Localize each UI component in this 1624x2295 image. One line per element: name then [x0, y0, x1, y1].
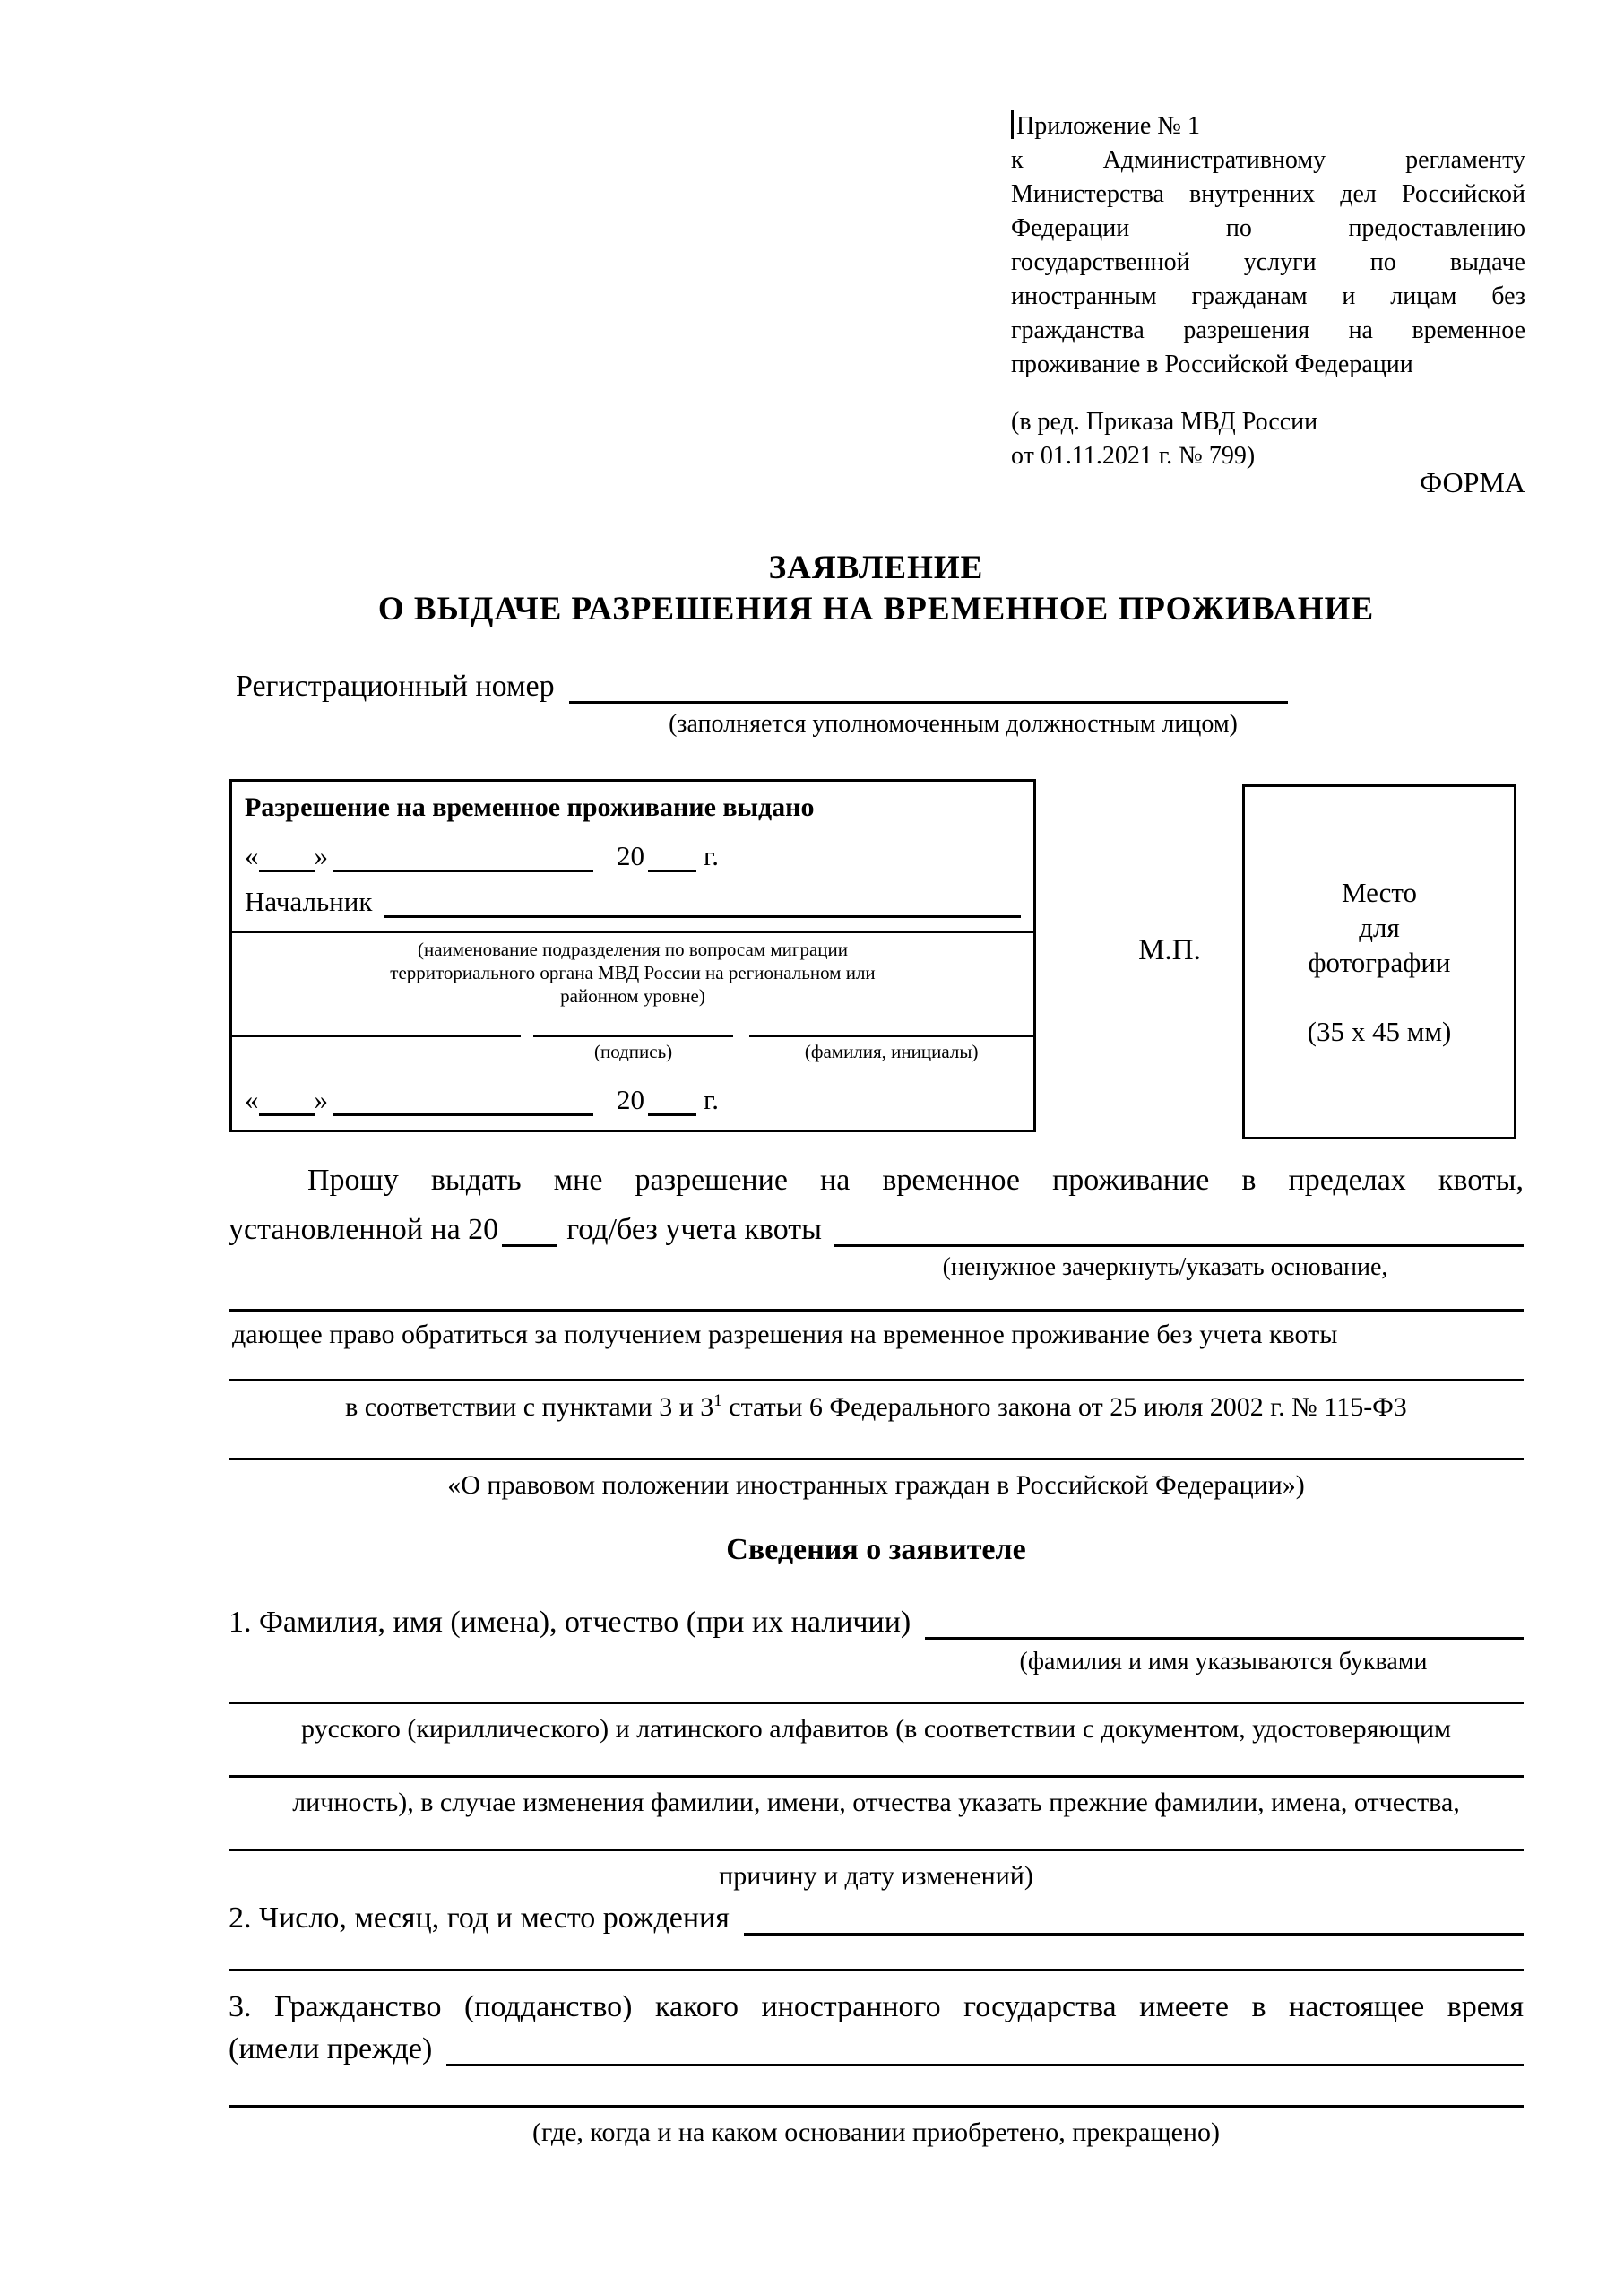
request-line2-text: установленной на 20 — [229, 1213, 499, 1246]
division-fill-line[interactable] — [232, 931, 1033, 933]
division-continuation-line[interactable] — [232, 1035, 521, 1063]
registration-number-label: Регистрационный номер — [236, 670, 555, 703]
item3-row — [229, 2028, 1524, 2066]
name-initials-hint: (фамилия, инициалы) — [804, 1041, 979, 1062]
issue-year-field[interactable] — [648, 834, 696, 872]
edition-note — [1011, 405, 1525, 473]
quote-close: » — [314, 1084, 328, 1115]
division-hint-line: (наименование подразделения по вопросам миграции — [417, 939, 849, 960]
division-hint-line: районном уровне) — [560, 985, 705, 1007]
permit-second-date-row — [245, 1078, 1021, 1116]
annex-line: к Административному регламенту — [1011, 146, 1525, 174]
item1-hint-line1: (фамилия и имя указываются буквами — [1019, 1648, 1428, 1676]
item3-label-line2: (имели прежде) — [229, 2032, 433, 2066]
registration-number-hint: (заполняется уполномоченным должностным лицом) — [669, 710, 1238, 738]
section-title-applicant: Сведения о заявителе — [726, 1533, 1026, 1566]
annex-line: Федерации по предоставлению — [1011, 214, 1525, 242]
law-reference — [229, 1391, 1524, 1423]
citizenship-field[interactable] — [446, 2028, 1524, 2066]
photo-box-line: Место — [1341, 877, 1418, 908]
fill-line[interactable] — [229, 1309, 1524, 1312]
annex-line-text: Приложение № 1 — [1016, 112, 1200, 140]
annex-line: иностранным гражданам и лицам без — [1011, 282, 1525, 310]
request-continuation: дающее право обратиться за получением разрешения на временное проживание без учета квоты — [232, 1320, 1338, 1349]
text-cursor — [1011, 110, 1014, 139]
fill-line[interactable] — [229, 1849, 1524, 1851]
edition-line: (в ред. Приказа МВД России — [1011, 408, 1318, 436]
item3-label-line1: 3. Гражданство (подданство) какого иностранного государства имеете в настоящее время — [229, 1990, 1524, 2023]
item1-hint-line3: личность), в случае изменения фамилии, имени, отчества указать прежние фамилии, имена, отчества, — [292, 1788, 1460, 1817]
chief-label: Начальник — [245, 886, 373, 917]
request-line2 — [229, 1208, 1524, 1247]
fill-line[interactable] — [229, 1775, 1524, 1778]
form-label: ФОРМА — [1419, 466, 1525, 498]
registration-number-row — [236, 665, 1288, 704]
quota-basis-field[interactable] — [834, 1208, 1524, 1247]
item1-hint-line2: русского (кириллического) и латинского алфавитов (в соответствии с документом, удостоверяющим — [301, 1714, 1451, 1744]
item3-hint: (где, когда и на каком основании приобретено, прекращено) — [532, 2117, 1220, 2147]
item2-label: 2. Число, месяц, год и место рождения — [229, 1901, 730, 1935]
quote-open: « — [245, 1084, 259, 1115]
signature-hint: (подпись) — [593, 1041, 673, 1062]
signature-field[interactable] — [533, 1035, 734, 1063]
fill-line[interactable] — [229, 2105, 1524, 2108]
full-name-field[interactable] — [925, 1601, 1524, 1640]
day-field[interactable] — [259, 1078, 315, 1116]
chief-division-field[interactable] — [384, 879, 1021, 918]
registration-number-field[interactable] — [569, 665, 1288, 704]
chief-row — [245, 879, 1021, 918]
item2-row — [229, 1897, 1524, 1936]
photo-size-note: (35 x 45 мм) — [1307, 1016, 1452, 1047]
annex-line — [1011, 109, 1525, 143]
signature-row — [232, 1035, 1033, 1063]
fill-line[interactable] — [229, 1969, 1524, 1971]
annex-line: государственной услуги по выдаче — [1011, 248, 1525, 276]
photo-box-line: для — [1359, 912, 1400, 943]
year-prefix: 20 — [617, 1084, 644, 1115]
fill-line[interactable] — [229, 1379, 1524, 1381]
permit-issued-box — [229, 779, 1036, 1132]
annex-line: гражданства разрешения на временное — [1011, 316, 1525, 344]
law-reference-pre: в соответствии с пунктами 3 и 3 — [345, 1392, 714, 1422]
name-initials-field[interactable] — [749, 1035, 1033, 1063]
item1-label: 1. Фамилия, имя (имена), отчество (при их наличии) — [229, 1606, 911, 1639]
item1-hint-line4: причину и дату изменений) — [719, 1861, 1033, 1891]
issue-month-field[interactable] — [333, 834, 593, 872]
quote-open: « — [245, 840, 259, 871]
document-title-line2: О ВЫДАЧЕ РАЗРЕШЕНИЯ НА ВРЕМЕННОЕ ПРОЖИВАНИЕ — [377, 591, 1375, 628]
annex-note — [1011, 109, 1525, 382]
division-hint-line: территориального органа МВД России на региональном или — [390, 962, 876, 983]
quote-close: » — [314, 840, 328, 871]
year-suffix: г. — [704, 1084, 719, 1115]
issue-year-prefix: 20 — [617, 840, 644, 871]
law-reference-post: статьи 6 Федерального закона от 25 июля 2002 г. № 115-ФЗ — [721, 1392, 1407, 1422]
request-line1: Прошу выдать мне разрешение на временное проживание в пределах квоты, — [307, 1164, 1524, 1197]
fill-line[interactable] — [229, 1458, 1524, 1460]
quota-year-field[interactable] — [502, 1208, 557, 1247]
annex-line: проживание в Российской Федерации — [1011, 351, 1413, 378]
document-title-line1: ЗАЯВЛЕНИЕ — [768, 550, 984, 586]
photo-box-line: фотографии — [1308, 947, 1451, 978]
photo-placeholder-box — [1242, 784, 1516, 1139]
year-field[interactable] — [648, 1078, 696, 1116]
permit-box-heading: Разрешение на временное проживание выдано — [245, 792, 815, 822]
issue-year-suffix: г. — [704, 840, 719, 871]
fill-line[interactable] — [229, 1702, 1524, 1704]
issue-day-field[interactable] — [259, 834, 315, 872]
division-hint — [245, 938, 1021, 1008]
quota-basis-hint: (ненужное зачеркнуть/указать основание, — [942, 1253, 1388, 1281]
request-line2-text2: год/без учета квоты — [566, 1213, 822, 1246]
annex-line: Министерства внутренних дел Российской — [1011, 180, 1525, 208]
law-reference-sup: 1 — [713, 1391, 722, 1410]
edition-line: от 01.11.2021 г. № 799) — [1011, 442, 1256, 470]
permit-issue-date-row — [245, 834, 1021, 872]
law-quote: «О правовом положении иностранных граждан в Российской Федерации») — [447, 1470, 1305, 1500]
birth-date-place-field[interactable] — [744, 1897, 1524, 1936]
item1-row — [229, 1601, 1524, 1640]
stamp-place-label: М.П. — [1138, 934, 1201, 966]
month-field[interactable] — [333, 1078, 593, 1116]
